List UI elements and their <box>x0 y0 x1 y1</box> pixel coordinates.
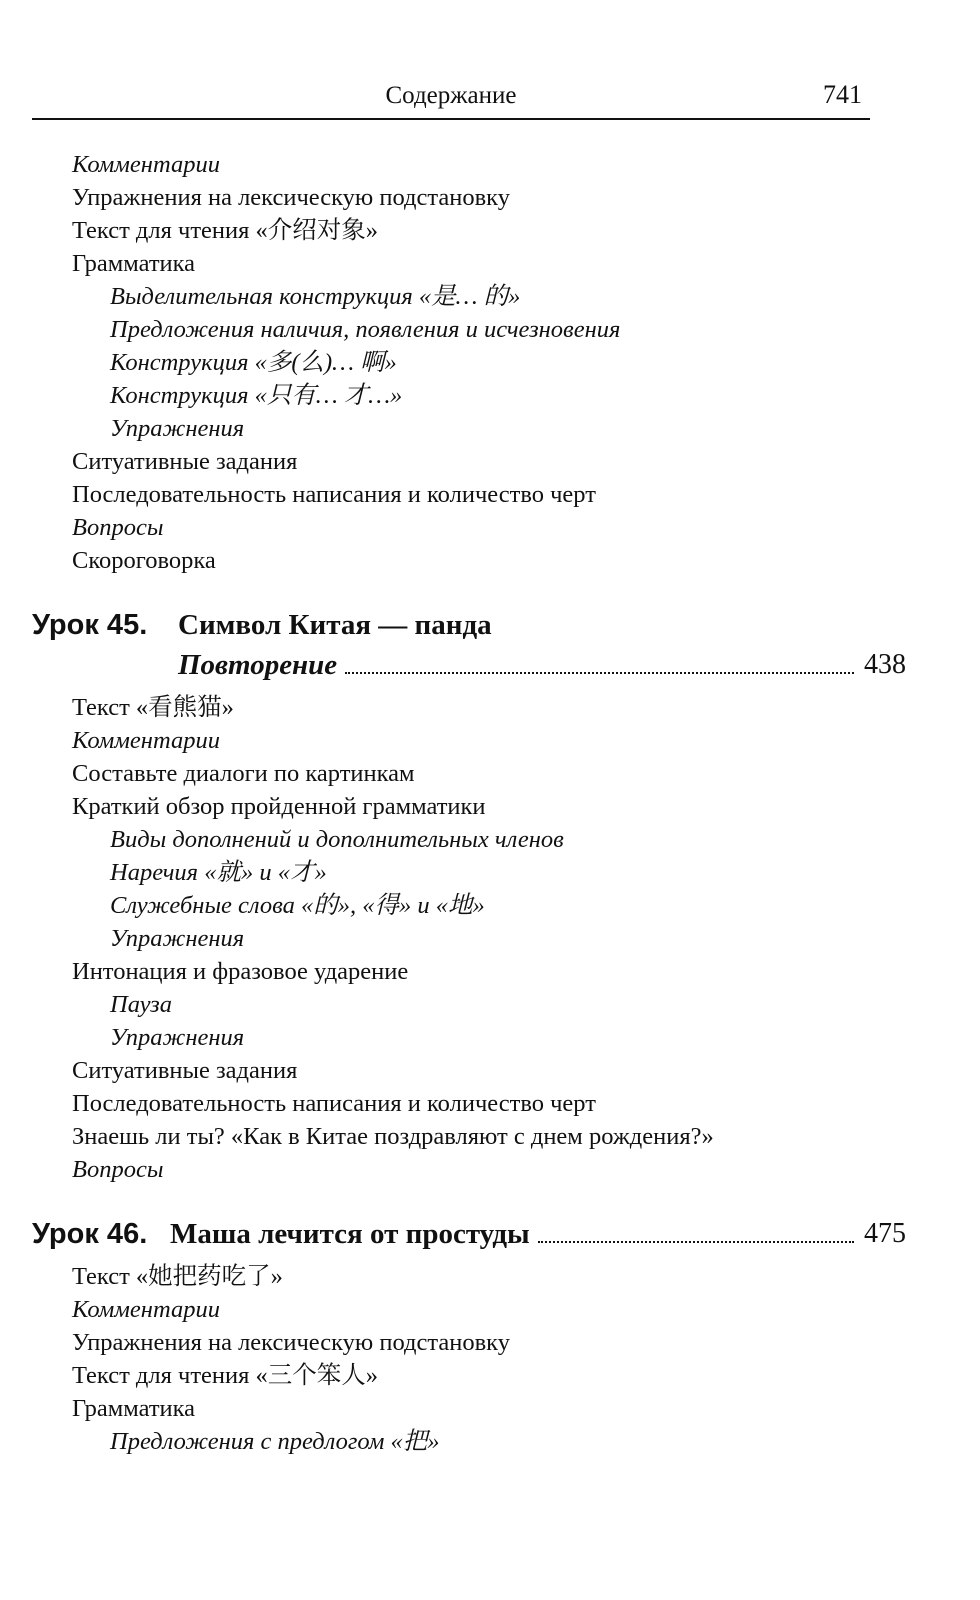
toc-entry[interactable]: Вопросы <box>72 1156 164 1183</box>
table-of-contents <box>0 148 980 1458</box>
lesson-45-subtitle-line[interactable] <box>0 645 980 685</box>
lesson-46-entries <box>0 1260 980 1458</box>
lesson-45-heading[interactable] <box>0 605 980 645</box>
lesson-45-page: 438 <box>864 649 906 680</box>
toc-entry[interactable]: Наречия «就» и «才» <box>110 859 327 886</box>
lesson-46-title: Маша лечится от простуды <box>170 1218 530 1250</box>
toc-entry[interactable]: Краткий обзор пройденной грамматики <box>72 793 486 820</box>
toc-entry[interactable]: Вопросы <box>72 514 164 541</box>
lesson-45-title: Символ Китая — панда <box>178 609 492 641</box>
toc-entry[interactable]: Пауза <box>110 991 172 1018</box>
toc-entry[interactable]: Последовательность написания и количество черт <box>72 481 596 508</box>
toc-entry[interactable]: Текст для чтения «三个笨人» <box>72 1362 379 1389</box>
toc-entry[interactable]: Упражнения <box>110 1024 245 1051</box>
toc-entry[interactable]: Составьте диалоги по картинкам <box>72 760 415 787</box>
running-header <box>32 78 870 120</box>
header-title: Содержание <box>385 82 517 109</box>
toc-entry[interactable]: Предложения с предлогом «把» <box>110 1428 440 1455</box>
toc-entry[interactable]: Упражнения <box>110 925 245 952</box>
lesson-46-heading[interactable] <box>0 1214 980 1254</box>
toc-entry[interactable]: Знаешь ли ты? «Как в Китае поздравляют с днем рождения?» <box>72 1123 714 1150</box>
toc-entry[interactable]: Комментарии <box>72 151 220 178</box>
toc-entry[interactable]: Ситуативные задания <box>72 448 298 475</box>
toc-entry[interactable]: Текст «看熊猫» <box>72 694 234 721</box>
toc-entry[interactable]: Ситуативные задания <box>72 1057 298 1084</box>
toc-entry[interactable]: Виды дополнений и дополнительных членов <box>110 826 564 853</box>
toc-entry[interactable]: Текст для чтения «介绍对象» <box>72 217 379 244</box>
toc-entry[interactable]: Текст «她把药吃了» <box>72 1263 283 1290</box>
toc-entry[interactable]: Упражнения на лексическую подстановку <box>72 1329 510 1356</box>
lesson-45-subtitle: Повторение <box>178 649 338 681</box>
toc-entry[interactable]: Последовательность написания и количество черт <box>72 1090 596 1117</box>
toc-entry[interactable]: Упражнения на лексическую подстановку <box>72 184 510 211</box>
lesson-46-page: 475 <box>864 1218 906 1249</box>
toc-entry[interactable]: Конструкция «只有… 才…» <box>110 382 403 409</box>
lesson-46-number: Урок 46. <box>32 1218 148 1250</box>
toc-entry[interactable]: Выделительная конструкция «是… 的» <box>110 283 521 310</box>
toc-entry[interactable]: Упражнения <box>110 415 245 442</box>
lesson-45-entries <box>0 691 980 1186</box>
toc-entry[interactable]: Грамматика <box>72 250 196 277</box>
toc-entry[interactable]: Предложения наличия, появления и исчезновения <box>110 316 621 343</box>
toc-entry[interactable]: Интонация и фразовое ударение <box>72 958 409 985</box>
dot-leader <box>345 671 854 674</box>
previous-lesson-entries <box>0 148 980 577</box>
toc-entry[interactable]: Скороговорка <box>72 547 216 574</box>
dot-leader <box>538 1240 854 1243</box>
toc-entry[interactable]: Служебные слова «的», «得» и «地» <box>110 892 485 919</box>
toc-entry[interactable]: Грамматика <box>72 1395 196 1422</box>
toc-entry[interactable]: Комментарии <box>72 727 220 754</box>
page-number: 741 <box>823 80 862 109</box>
toc-entry[interactable]: Конструкция «多(么)… 啊» <box>110 349 397 376</box>
lesson-45-number: Урок 45. <box>32 609 148 641</box>
toc-entry[interactable]: Комментарии <box>72 1296 220 1323</box>
